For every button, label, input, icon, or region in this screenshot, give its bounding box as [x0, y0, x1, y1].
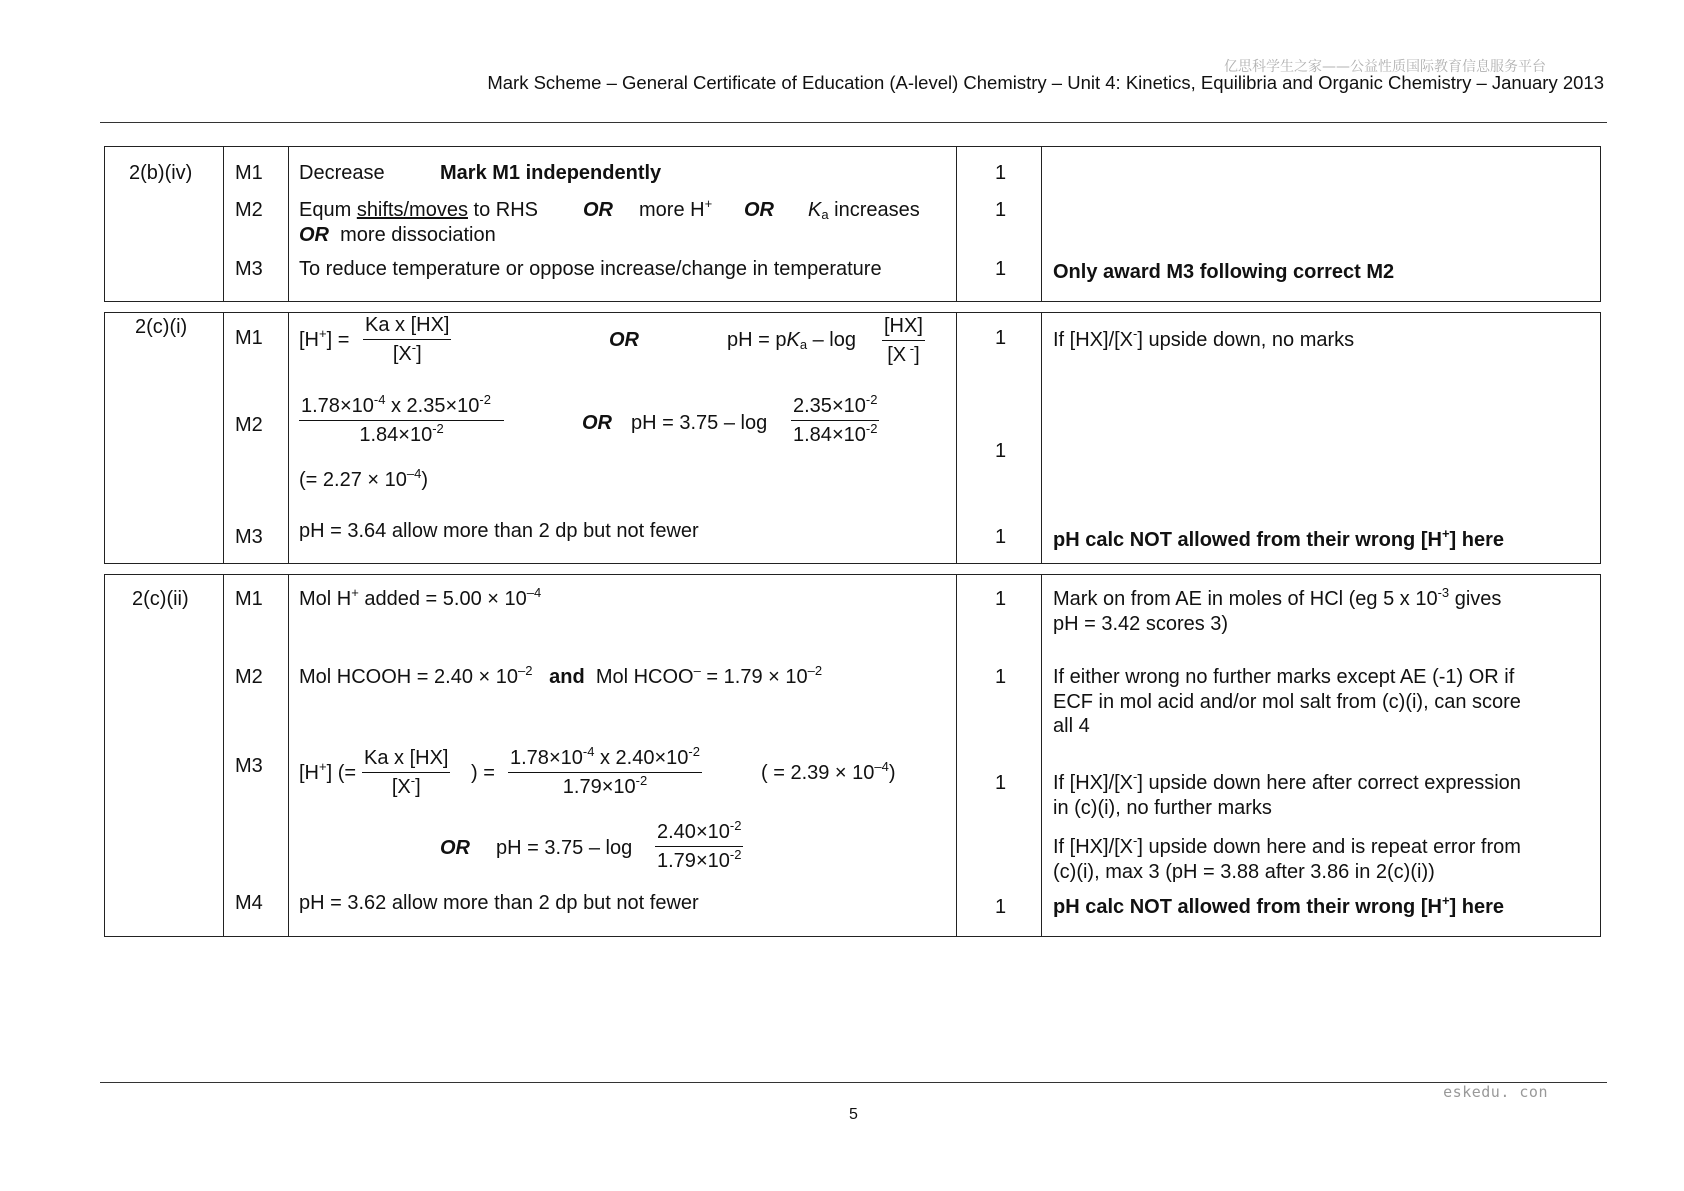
- answer-text: Decrease: [299, 162, 385, 184]
- guidance-text: Only award M3 following correct M2: [1053, 261, 1395, 283]
- guidance-text: pH = 3.42 scores 3): [1053, 613, 1229, 635]
- page-number: 5: [849, 1106, 858, 1123]
- answer-text: Mol H+ added = $5.00 \times 10^{-4}$: [299, 585, 542, 610]
- question-label: 2(b)(iv): [129, 162, 193, 184]
- marking-point-code: M1: [235, 327, 263, 349]
- answer-text: pH = 3.64 allow more than 2 dp but not fewer: [299, 520, 699, 542]
- question-2c-i-block: [104, 312, 1601, 564]
- guidance-text: pH calc NOT allowed from their wrong [H+] here: [1053, 893, 1504, 918]
- marking-point-code: M2: [235, 666, 263, 688]
- fraction: $\frac{2.40\times 10^{-2}}{1.79\times 10^{-2}}$: [657, 818, 742, 872]
- mark-value: 1: [995, 588, 1007, 610]
- fraction: $\frac{\text{Ka x [HX]}}{[X^-]}$: [365, 314, 450, 365]
- mark-value: 1: [995, 896, 1007, 918]
- equation-lhs: [H+] =: [299, 326, 350, 351]
- guidance-text: If [HX]/[X-] upside down, no marks: [1053, 326, 1355, 351]
- ph-expression: pH = $pK_a$ – log: [727, 329, 856, 352]
- fraction: $\frac{[HX]}{[X ^-]}$: [884, 315, 923, 366]
- marking-point-code: M3: [235, 755, 263, 777]
- answer-text: Equm shifts/moves to RHS: [299, 199, 538, 221]
- mark-value: 1: [995, 440, 1007, 462]
- ph-expression: pH = 3.75 – log: [631, 412, 768, 434]
- mark-value: 1: [995, 162, 1007, 184]
- mark-value: 1: [995, 199, 1007, 221]
- marking-point-code: M3: [235, 526, 263, 548]
- marking-point-code: M3: [235, 258, 263, 280]
- marking-point-code: M4: [235, 892, 263, 914]
- marking-point-code: M2: [235, 414, 263, 436]
- question-2b-iv-block: [104, 146, 1601, 302]
- answer-text: To reduce temperature or oppose increase/change in temperature: [299, 258, 882, 280]
- marking-point-code: M2: [235, 199, 263, 221]
- guidance-text: (c)(i), max 3 (pH = 3.88 after 3.86 in 2(c)(i)): [1053, 861, 1435, 883]
- mark-value: 1: [995, 327, 1007, 349]
- guidance-text: Mark on from AE in moles of HCl (eg 5 x $10^{-3}$ gives: [1053, 585, 1502, 610]
- equals-sign: ) =: [471, 762, 495, 784]
- answer-note: Mark M1 independently: [440, 162, 662, 184]
- answer-text: $K_a$ increases: [808, 199, 920, 222]
- fraction: $\frac{1.78\times 10^{-4} x 2.35\times 10^{-2}}{1.84\times 10^{-2}}$: [299, 394, 504, 447]
- guidance-text: If [HX]/[X-] upside down here after correct expression: [1053, 769, 1521, 794]
- or-keyword: OR: [582, 412, 612, 434]
- answer-text: Mol HCOOH = $2.40 \times 10^{-2}$ and Mol HCOO– = $1.79 \times 10^{-2}$: [299, 663, 823, 688]
- question-label: 2(c)(ii): [132, 588, 189, 610]
- watermark-bottom: eskedu. con: [1443, 1083, 1548, 1101]
- or-keyword: OR: [440, 837, 470, 859]
- guidance-text: If either wrong no further marks except AE (-1) OR if: [1053, 666, 1515, 688]
- answer-text: pH = 3.62 allow more than 2 dp but not fewer: [299, 892, 699, 914]
- intermediate-result: ( = $2.39 \times 10^{-4}$): [761, 759, 896, 784]
- guidance-text: If [HX]/[X-] upside down here and is repeat error from: [1053, 833, 1521, 858]
- or-keyword: OR: [744, 199, 774, 221]
- footer-rule: [100, 1082, 1607, 1083]
- equation-lhs: [H+] (=: [299, 759, 357, 784]
- guidance-text: all 4: [1053, 715, 1090, 737]
- answer-text: more H+: [639, 196, 713, 221]
- guidance-text: pH calc NOT allowed from their wrong [H+] here: [1053, 526, 1504, 551]
- page-header: Mark Scheme – General Certificate of Education (A-level) Chemistry – Unit 4: Kinetics, Equilibria and Organic Chemistry – January 2013: [487, 72, 1604, 93]
- fraction: $\frac{\text{Ka x [HX]}}{[X^-]}$: [364, 747, 449, 798]
- or-keyword: OR: [609, 329, 639, 351]
- marking-point-code: M1: [235, 162, 263, 184]
- or-keyword: OR: [583, 199, 613, 221]
- header-rule: [100, 122, 1607, 123]
- watermark-top: 亿思科学生之家——公益性质国际教育信息服务平台: [1224, 59, 1546, 75]
- mark-value: 1: [995, 666, 1007, 688]
- answer-text: OR more dissociation: [299, 224, 496, 246]
- mark-value: 1: [995, 526, 1007, 548]
- fraction: $\frac{1.78\times 10^{-4} x 2.40\times 10^{-2}}{1.79\times 10^{-2}}$: [510, 744, 700, 798]
- guidance-text: in (c)(i), no further marks: [1053, 797, 1272, 819]
- guidance-text: ECF in mol acid and/or mol salt from (c)(i), can score: [1053, 691, 1521, 713]
- question-label: 2(c)(i): [135, 316, 188, 338]
- intermediate-result: (= $2.27 \times 10^{-4}$): [299, 466, 429, 491]
- question-2c-ii-block: [104, 574, 1601, 937]
- ph-expression: pH = 3.75 – log: [496, 837, 633, 859]
- marking-point-code: M1: [235, 588, 263, 610]
- fraction: $\frac{2.35\times 10^{-2}}{1.84\times 10^{-2}}$: [793, 392, 878, 446]
- mark-value: 1: [995, 772, 1007, 794]
- mark-value: 1: [995, 258, 1007, 280]
